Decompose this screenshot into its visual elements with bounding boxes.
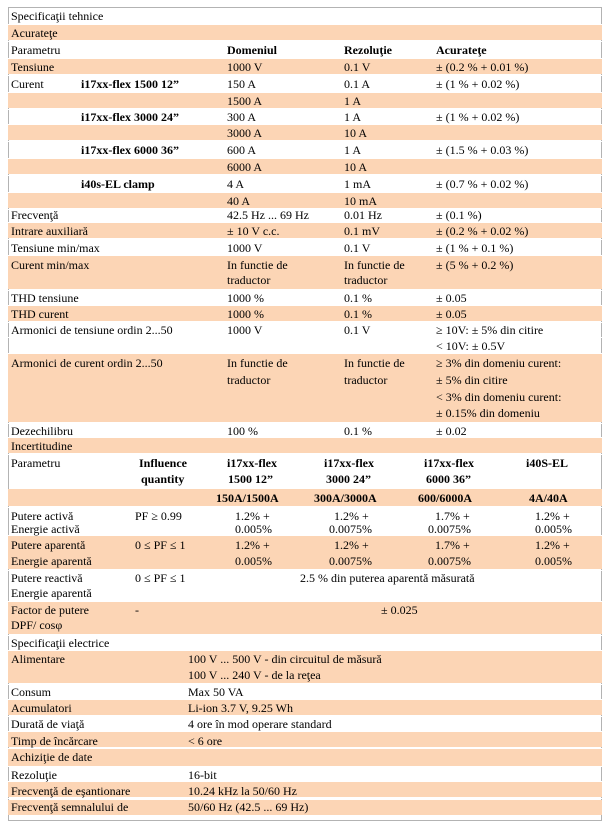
- cell: 0.005%: [535, 554, 572, 568]
- header-col: 4A/40A: [529, 491, 568, 505]
- cell: ± (5 % + 0.2 %): [436, 258, 514, 272]
- cell: In functie de: [344, 258, 405, 272]
- cell: 0.1 mV: [344, 224, 380, 238]
- cell: 100 V ... 500 V - din circuitul de măsură: [188, 652, 382, 666]
- cell: 600 A: [227, 143, 257, 157]
- cell: ± (1 % + 0.1 %): [436, 241, 514, 255]
- cell: ± (0.7 % + 0.02 %): [436, 177, 529, 191]
- cell: ± (1.5 % + 0.03 %): [436, 143, 529, 157]
- row-label: Energie activă: [11, 522, 80, 536]
- row-label: Tensiune: [11, 60, 55, 74]
- cell: ≥ 3% din domeniu curent:: [436, 356, 562, 370]
- cell: ± (0.1 %): [436, 208, 482, 222]
- row-bg: [8, 306, 602, 321]
- cell: 0.005%: [235, 554, 272, 568]
- cell: ± 0.15% din domeniu: [436, 406, 540, 420]
- row-label: Curent: [11, 77, 44, 91]
- cell: 1.7% +: [435, 509, 470, 523]
- cell: 10 A: [344, 126, 368, 140]
- header-domain: Domeniul: [227, 43, 278, 57]
- row-label: Frecvenţă semnalului de: [11, 800, 129, 814]
- cell: PF ≥ 0.99: [135, 509, 182, 523]
- section-bg: [8, 25, 602, 40]
- sensor-name: i17xx-flex 3000 24”: [81, 110, 179, 124]
- header-param: Parametru: [11, 43, 61, 57]
- row-bg: [8, 93, 602, 108]
- cell: 1.2% +: [334, 509, 369, 523]
- cell: 50/60 Hz (42.5 ... 69 Hz): [188, 800, 309, 814]
- cell: 1.7% +: [435, 538, 470, 552]
- cell: 1 A: [344, 110, 362, 124]
- cell: 1000 V: [227, 60, 263, 74]
- row-label: Tensiune min/max: [11, 241, 100, 255]
- row-label: Acumulatori: [11, 701, 72, 715]
- cell: 1.2% +: [535, 509, 570, 523]
- cell: 0.1 A: [344, 77, 371, 91]
- cell: 300 A: [227, 110, 257, 124]
- row-label: Factor de putere: [11, 603, 89, 617]
- cell: < 10V: ± 0.5V: [436, 339, 506, 353]
- row-label: DPF/ cosφ: [11, 618, 63, 632]
- cell: In functie de: [227, 258, 288, 272]
- cell: 1.2% +: [235, 538, 270, 552]
- cell: 42.5 Hz ... 69 Hz: [227, 208, 309, 222]
- cell: ± 10 V c.c.: [227, 224, 280, 238]
- section-title-spec: Specificaţii tehnice: [11, 9, 104, 23]
- cell: 0.1 V: [344, 60, 371, 74]
- header-col: 1500 12”: [228, 472, 273, 486]
- cell: traductor: [344, 373, 388, 387]
- row-bg: [8, 489, 602, 506]
- header-res: Rezoluţie: [344, 43, 392, 57]
- cell: -: [135, 603, 139, 617]
- cell: < 3% din domeniu curent:: [436, 390, 562, 404]
- row-label: THD tensiune: [11, 291, 79, 305]
- cell: 0.1 V: [344, 241, 371, 255]
- cell: 1000 %: [227, 291, 264, 305]
- cell: 1.2% +: [334, 538, 369, 552]
- row-label: Durată de viaţă: [11, 717, 85, 731]
- cell: 1 A: [344, 143, 362, 157]
- cell: ± 0.05: [436, 291, 467, 305]
- header-influence: Influence: [139, 456, 187, 470]
- cell: ± (1 % + 0.02 %): [436, 77, 520, 91]
- row-bg: [8, 159, 602, 174]
- header-col: 150A/1500A: [216, 491, 279, 505]
- cell: traductor: [227, 273, 271, 287]
- cell: traductor: [227, 373, 271, 387]
- header-param: Parametru: [11, 456, 61, 470]
- header-col: i17xx-flex: [227, 456, 277, 470]
- cell: 150 A: [227, 77, 257, 91]
- section-title-electrical: Specificaţii electrice: [11, 636, 110, 650]
- cell: ± 5% din citire: [436, 373, 508, 387]
- row-bg: [8, 700, 602, 715]
- row-label: Putere aparentă: [11, 538, 86, 552]
- cell: 0.0075%: [329, 522, 372, 536]
- row-bg: [8, 193, 602, 208]
- cell: 3000 A: [227, 126, 263, 140]
- cell: 0.005%: [235, 522, 272, 536]
- cell: 4 ore în mod operare standard: [188, 717, 332, 731]
- section-bg: [8, 748, 602, 766]
- cell: 1000 V: [227, 241, 263, 255]
- cell: Max 50 VA: [188, 685, 244, 699]
- header-influence: quantity: [141, 472, 185, 486]
- header-col: i40S-EL: [526, 456, 569, 470]
- cell: 0 ≤ PF ≤ 1: [135, 571, 186, 585]
- header-acc: Acurateţe: [436, 43, 487, 57]
- cell: 1.2% +: [535, 538, 570, 552]
- cell: 100 V ... 240 V - de la reţea: [188, 668, 321, 682]
- sensor-name: i17xx-flex 6000 36”: [81, 143, 179, 157]
- row-label: Alimentare: [11, 652, 65, 666]
- cell: traductor: [344, 273, 388, 287]
- cell: ± 0.05: [436, 307, 467, 321]
- cell: 6000 A: [227, 160, 263, 174]
- cell: 0.0075%: [329, 554, 372, 568]
- cell: 40 A: [227, 194, 251, 208]
- row-label: Intrare auxiliară: [11, 224, 88, 238]
- cell: 0.1 %: [344, 307, 372, 321]
- cell: 0.01 Hz: [344, 208, 382, 222]
- row-label: Curent min/max: [11, 258, 90, 272]
- row-bg: [8, 125, 602, 140]
- row-label: THD curent: [11, 307, 69, 321]
- section-title-accuracy: Acurateţe: [11, 26, 58, 40]
- row-label: Frecvenţă de eşantionare: [11, 784, 131, 798]
- cell: 0.1 %: [344, 291, 372, 305]
- cell: ≥ 10V: ± 5% din citire: [436, 323, 544, 337]
- row-label: Armonici de curent ordin 2...50: [11, 356, 163, 370]
- cell: 0.0075%: [428, 522, 471, 536]
- row-bg: [8, 536, 602, 569]
- cell: < 6 ore: [188, 734, 223, 748]
- cell: 0.1 %: [344, 424, 372, 438]
- header-col: i17xx-flex: [324, 456, 374, 470]
- cell: ± 0.025: [381, 603, 418, 617]
- cell: 1 A: [344, 94, 362, 108]
- sensor-name: i40s-EL clamp: [81, 177, 155, 191]
- row-label: Putere reactivă: [11, 571, 83, 585]
- cell: 0.0075%: [428, 554, 471, 568]
- cell: ± (0.2 % + 0.02 %): [436, 224, 529, 238]
- row-bg: [8, 602, 602, 634]
- row-label: Putere activă: [11, 509, 74, 523]
- row-label: Consum: [11, 685, 52, 699]
- cell: 1 mA: [344, 177, 371, 191]
- row-label: Energie aparentă: [11, 554, 92, 568]
- cell: 2.5 % din puterea aparentă măsurată: [300, 571, 475, 585]
- header-col: 300A/3000A: [314, 491, 377, 505]
- row-label: Armonici de tensiune ordin 2...50: [11, 323, 173, 337]
- row-label: Frecvenţă: [11, 208, 59, 222]
- row-label: Timp de încărcare: [11, 734, 98, 748]
- cell: Li-ion 3.7 V, 9.25 Wh: [188, 701, 294, 715]
- row-label: Energie aparentă: [11, 586, 92, 600]
- section-title-uncertainty: Incertitudine: [11, 439, 73, 453]
- cell: 0 ≤ PF ≤ 1: [135, 538, 186, 552]
- header-col: 600/6000A: [418, 491, 472, 505]
- header-col: 6000 36”: [426, 472, 471, 486]
- cell: 1.2% +: [235, 509, 270, 523]
- cell: In functie de: [227, 356, 288, 370]
- cell: 1000 %: [227, 307, 264, 321]
- section-title-acquisition: Achiziţie de date: [11, 750, 93, 764]
- header-col: 3000 24”: [326, 472, 371, 486]
- cell: 4 A: [227, 177, 245, 191]
- cell: 100 %: [227, 424, 258, 438]
- cell: 0.005%: [535, 522, 572, 536]
- spec-table: [8, 7, 602, 823]
- cell: ± (1 % + 0.02 %): [436, 110, 520, 124]
- cell: ± 0.02: [436, 424, 467, 438]
- cell: 10 A: [344, 160, 368, 174]
- cell: 1500 A: [227, 94, 263, 108]
- cell: 16-bit: [188, 768, 217, 782]
- header-col: i17xx-flex: [424, 456, 474, 470]
- row-label: Rezoluţie: [11, 768, 57, 782]
- cell: 0.1 V: [344, 323, 371, 337]
- cell: 10.24 kHz la 50/60 Hz: [188, 784, 297, 798]
- cell: 10 mA: [344, 194, 377, 208]
- row-label: Dezechilibru: [11, 424, 73, 438]
- sensor-name: i17xx-flex 1500 12”: [81, 77, 179, 91]
- cell: ± (0.2 % + 0.01 %): [436, 60, 529, 74]
- section-bg: [8, 438, 602, 453]
- cell: In functie de: [344, 356, 405, 370]
- cell: 1000 V: [227, 323, 263, 337]
